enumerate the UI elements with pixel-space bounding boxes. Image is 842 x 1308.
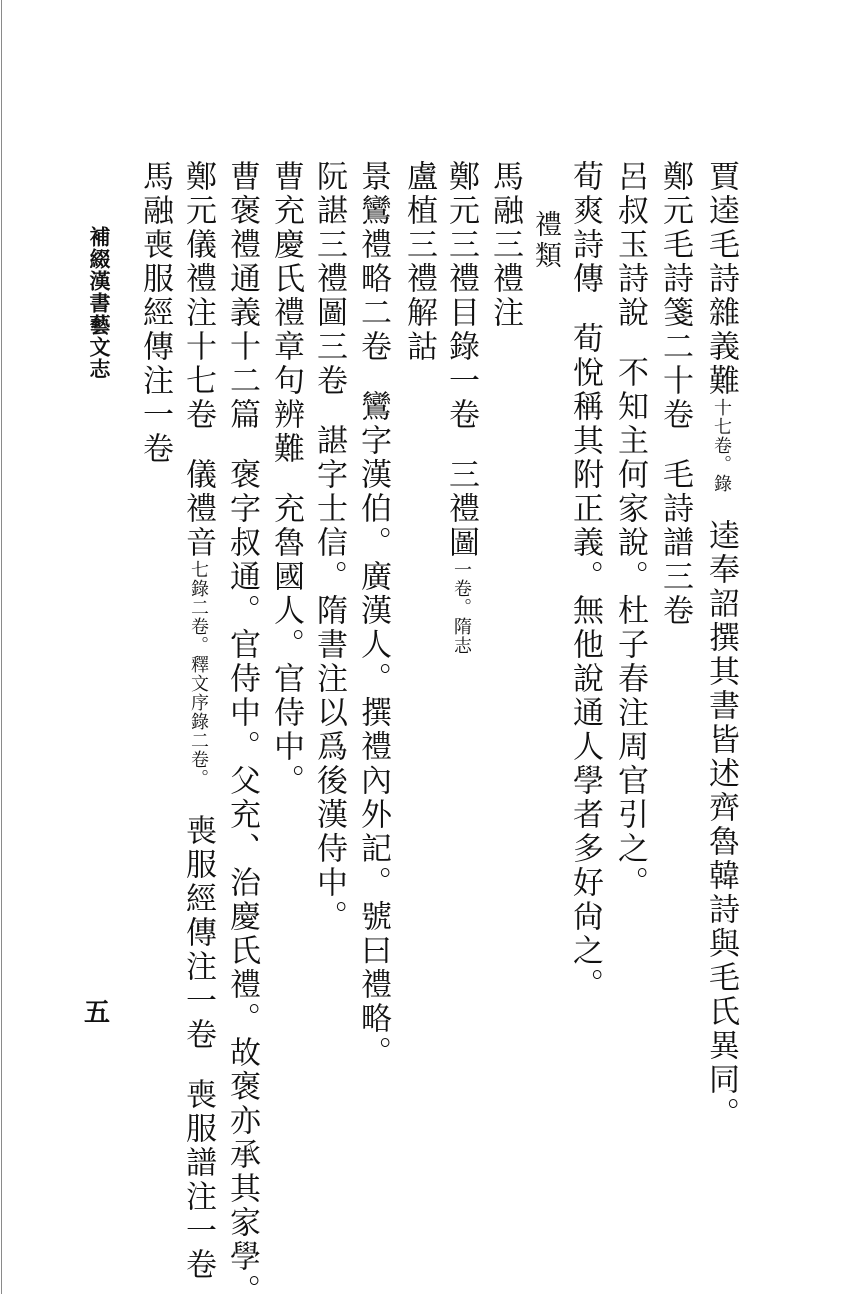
entry-title: 鄭元儀禮注十七卷 (180, 160, 216, 432)
running-title: 補綴漢書藝文志 (87, 226, 112, 380)
text-column-1 (704, 160, 738, 1131)
text-column-12 (225, 160, 259, 1308)
text-column-14 (138, 160, 172, 466)
page-edge-line (1, 0, 2, 1294)
entry-title: 呂叔玉詩說 (612, 160, 648, 330)
entry-title: 盧植三禮解詁 (401, 160, 437, 364)
page-number: 五 (84, 998, 111, 1028)
text-column-7 (444, 160, 478, 655)
entry-commentary: 鸞字漢伯。廣漢人。撰禮內外記。號曰禮略。 (355, 390, 391, 1070)
entry-title: 曹充慶氏禮章句辨難 (268, 160, 304, 466)
entry-commentary: 三禮圖 (443, 458, 479, 560)
entry-title: 鄭元三禮目錄一卷 (443, 160, 479, 432)
section-heading: 禮類 (530, 210, 561, 272)
entry-commentary: 儀禮音 (180, 458, 216, 560)
entry-commentary: 毛詩譜三卷 (657, 458, 693, 628)
entry-title: 景鸞禮略二卷 (355, 160, 391, 364)
text-column-2 (658, 160, 692, 628)
entry-commentary: 荀悅稱其附正義。無他說通人學者多好尙之。 (567, 322, 603, 1002)
entry-commentary: 逵奉詔撰其書皆述齊魯韓詩與毛氏異同。 (703, 519, 739, 1131)
annotation-note: 一卷。隋志 (451, 560, 472, 655)
entry-title: 阮諶三禮圖三卷 (311, 160, 347, 398)
entry-title: 鄭元毛詩箋二十卷 (657, 160, 693, 432)
entry-commentary: 諶字士信。隋書注以爲後漢侍中。 (311, 424, 347, 934)
annotation-note: 七錄二卷。釋文序錄二卷。 (188, 560, 209, 788)
text-column-6 (488, 160, 522, 330)
text-column-4 (568, 160, 602, 1002)
text-column-8 (402, 160, 436, 364)
text-column-9 (356, 160, 390, 1070)
text-column-13 (181, 160, 215, 1282)
text-column-11 (269, 160, 303, 798)
entry-title: 馬融三禮注 (487, 160, 523, 330)
entry-commentary: 充魯國人。官侍中。 (268, 492, 304, 798)
text-column-3 (613, 160, 647, 900)
entry-title: 賈逵毛詩雜義難 (703, 160, 739, 398)
annotation-note: 十七卷。錄 (711, 398, 732, 493)
entry-title: 荀爽詩傳 (567, 160, 603, 296)
entry-commentary: 喪服譜注一卷 (180, 1078, 216, 1282)
entry-commentary: 不知主何家說。杜子春注周官引之。 (612, 356, 648, 900)
section-heading-rites (528, 210, 562, 272)
entry-commentary: 喪服經傳注一卷 (180, 814, 216, 1052)
entry-title: 曹褒禮通義十二篇 (224, 160, 260, 432)
text-column-10 (312, 160, 346, 934)
entry-title: 馬融喪服經傳注一卷 (137, 160, 173, 466)
entry-commentary: 褒字叔通。官侍中。父充、治慶氏禮。故褒亦承其家學。 (224, 458, 260, 1308)
